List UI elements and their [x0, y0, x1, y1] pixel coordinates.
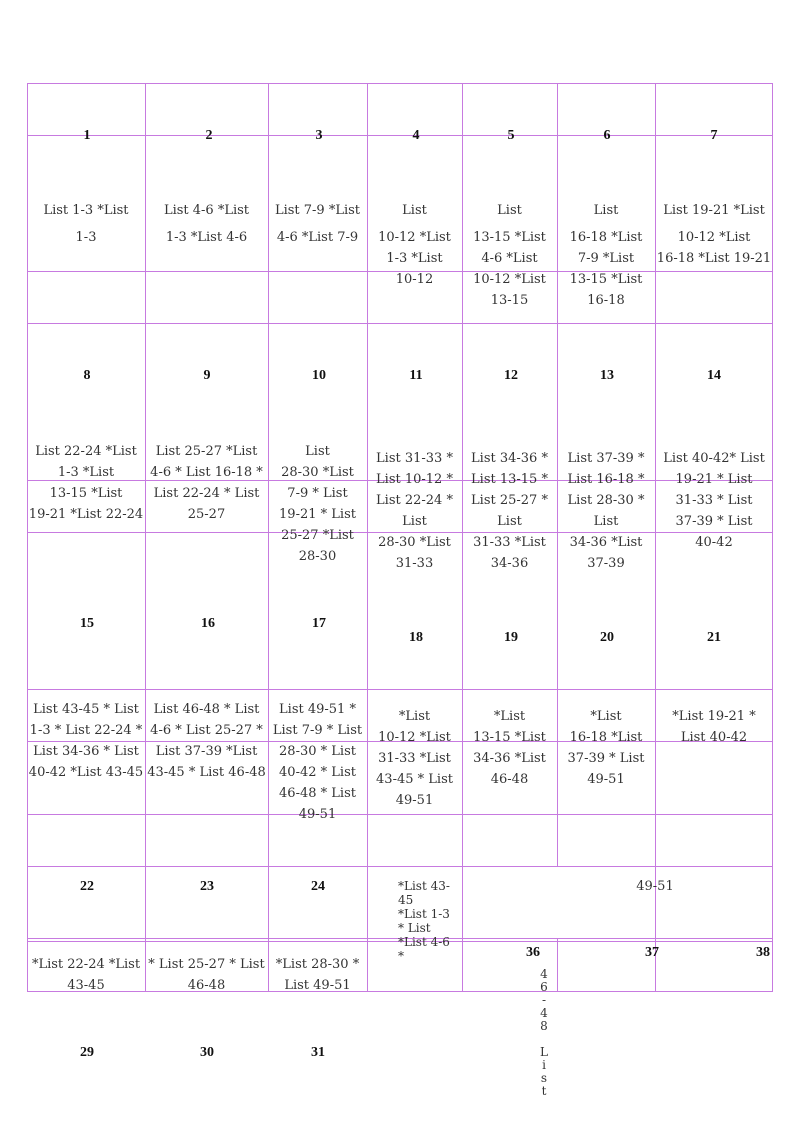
- day-number: 19: [504, 630, 518, 645]
- grid-line: [27, 83, 773, 84]
- grid-line: [27, 323, 773, 324]
- day-number: 4: [412, 128, 420, 143]
- day-entry: List 37-39 * List 16-18 * List 28-30 * List 34-36 *List 37-39: [567, 451, 645, 571]
- day-number: 22: [80, 879, 94, 894]
- vertical-text: 4 6 - 4 8 L i s t: [540, 967, 548, 1098]
- day-entry: List 22-24 *List 1-3 *List 13-15 *List 19-21 *List 22-24: [28, 444, 144, 522]
- grid-line: [27, 814, 773, 815]
- day-number: 10: [312, 368, 326, 383]
- day-number: 14: [707, 368, 721, 383]
- day-number: 23: [200, 879, 214, 894]
- day-entry: List 19-21 *List 10-12 *List 16-18 *List 19-21: [656, 203, 772, 266]
- day-number: 15: [80, 616, 94, 631]
- day-number: 6: [603, 128, 611, 143]
- day-number: 9: [203, 368, 211, 383]
- day-number: 37: [645, 945, 659, 960]
- day-number: 20: [600, 630, 614, 645]
- day-number: 2: [205, 128, 213, 143]
- day-number: 5: [507, 128, 515, 143]
- day-number: 7: [710, 128, 718, 143]
- day-entry: List 28-30 *List 7-9 * List 19-21 * List 25-27 *List 28-30: [279, 444, 356, 564]
- day-number: 11: [409, 368, 423, 383]
- day-entry: *List 43- 45 *List 1-3 * List *List 4-6 *: [398, 879, 450, 963]
- day-entry: *List 19-21 * List 40-42: [672, 709, 756, 745]
- day-number: 12: [504, 368, 518, 383]
- day-entry: *List 13-15 *List 34-36 *List 46-48: [473, 709, 546, 787]
- day-number: 21: [707, 630, 721, 645]
- day-number: 24: [311, 879, 325, 894]
- day-entry: *List 28-30 * List 49-51: [275, 957, 360, 993]
- day-entry: *List 10-12 *List 31-33 *List 43-45 * List 49-51: [376, 709, 453, 808]
- day-entry: List 4-6 *List 1-3 *List 4-6: [163, 203, 250, 245]
- day-entry: 49-51: [636, 879, 674, 894]
- day-number: 30: [200, 1045, 214, 1060]
- day-number: 17: [312, 616, 326, 631]
- day-entry: List 10-12 *List 1-3 *List 10-12: [378, 203, 451, 287]
- day-entry: List 1-3 *List 1-3: [43, 203, 129, 245]
- day-entry: List 16-18 *List 7-9 *List 13-15 *List 16-18: [569, 203, 643, 308]
- day-number: 29: [80, 1045, 94, 1060]
- day-number: 8: [83, 368, 91, 383]
- day-number: 38: [756, 945, 770, 960]
- day-number: 3: [315, 128, 323, 143]
- grid-line: [27, 866, 773, 867]
- day-entry: * List 25-27 * List 46-48: [148, 957, 265, 993]
- day-number: 18: [409, 630, 423, 645]
- day-entry: *List 16-18 *List 37-39 * List 49-51: [567, 709, 645, 787]
- day-entry: List 34-36 * List 13-15 * List 25-27 * List 31-33 *List 34-36: [471, 451, 548, 571]
- day-entry: *List 22-24 *List 43-45: [31, 957, 141, 993]
- day-entry: List 7-9 *List 4-6 *List 7-9: [274, 203, 361, 245]
- grid-line: [27, 689, 773, 690]
- day-number: 16: [201, 616, 215, 631]
- day-entry: List 46-48 * List 4-6 * List 25-27 * List 37-39 *List 43-45 * List 46-48: [147, 702, 266, 780]
- day-entry: List 40-42* List 19-21 * List 31-33 * List 37-39 * List 40-42: [663, 451, 765, 550]
- day-number: 36: [526, 945, 540, 960]
- day-entry: List 31-33 * List 10-12 * List 22-24 * List 28-30 *List 31-33: [376, 451, 453, 571]
- day-number: 1: [83, 128, 91, 143]
- day-entry: List 25-27 *List 4-6 * List 16-18 * List 22-24 * List 25-27: [150, 444, 263, 522]
- day-number: 13: [600, 368, 614, 383]
- grid-line: [557, 938, 558, 992]
- day-entry: List 49-51 * List 7-9 * List 28-30 * List 40-42 * List 46-48 * List 49-51: [272, 702, 363, 822]
- day-entry: List 13-15 *List 4-6 *List 10-12 *List 13-15: [473, 203, 546, 308]
- day-entry: List 43-45 * List 1-3 * List 22-24 * List 34-36 * List 40-42 *List 43-45: [28, 702, 144, 780]
- day-number: 31: [311, 1045, 325, 1060]
